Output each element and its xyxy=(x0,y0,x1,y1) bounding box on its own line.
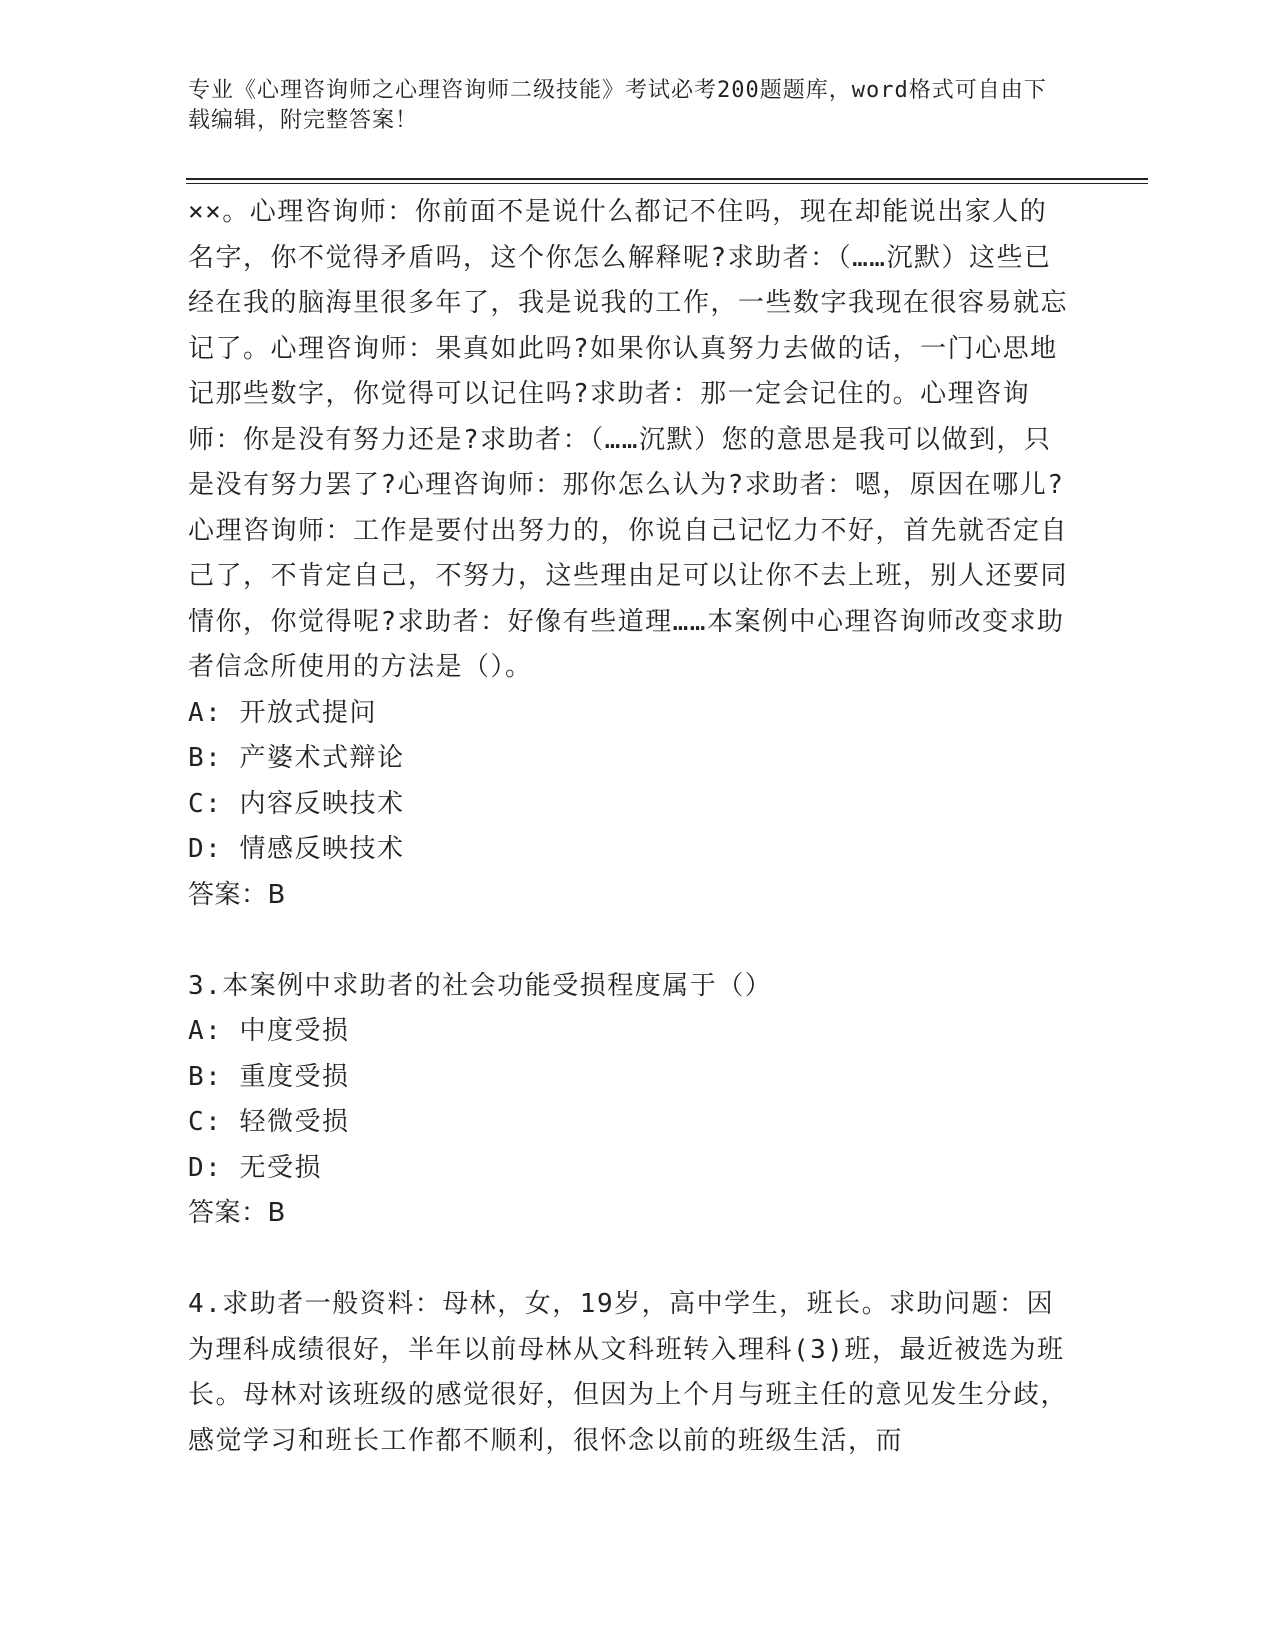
question-2-answer: 答案：B xyxy=(188,879,286,910)
header-rule-thick xyxy=(186,178,1148,180)
question-2-option-a: A: 开放式提问 xyxy=(188,697,377,728)
question-2-text: ××。心理咨询师：你前面不是说什么都记不住吗，现在却能说出家人的名字，你不觉得矛盾吗，这个你怎么解释呢?求助者：（……沉默）这些已经在我的脑海里很多年了，我是说我的工作，一些数字我现在很容易就忘记了。心理咨询师：果真如此吗?如果你认真努力去做的话，一门心思地记那些数字，你觉得可以记住吗?求助者：那一定会记住的。心理咨询师：你是没有努力还是?求助者：（……沉默）您的意思是我可以做到，只是没有努力罢了?心理咨询师：那你怎么认为?求助者：嗯，原因在哪儿?心理咨询师：工作是要付出努力的，你说自己记忆力不好，首先就否定自己了，不肯定自己，不努力，这些理由足可以让你不去上班，别人还要同情你，你觉得呢?求助者：好像有些道理……本案例中心理咨询师改变求助者信念所使用的方法是（）。 xyxy=(188,197,1069,682)
question-3 xyxy=(188,964,1068,1237)
question-2 xyxy=(188,190,1068,918)
document-header xyxy=(188,76,1068,136)
spacer xyxy=(188,918,1068,964)
question-3-option-c: C: 轻微受损 xyxy=(188,1107,350,1137)
question-3-answer: 答案：B xyxy=(188,1198,286,1228)
header-rule-thin xyxy=(186,183,1148,184)
question-3-option-d: D: 无受损 xyxy=(188,1152,322,1183)
question-2-option-c: C: 内容反映技术 xyxy=(188,788,405,819)
question-3-option-a: A: 中度受损 xyxy=(188,1016,350,1046)
question-3-text: 3.本案例中求助者的社会功能受损程度属于（） xyxy=(188,970,773,1001)
document-body xyxy=(188,190,1068,1464)
question-2-option-d: D: 情感反映技术 xyxy=(188,834,405,864)
question-4-text: 4.求助者一般资料：母林，女，19岁，高中学生，班长。求助问题：因为理科成绩很好，半年以前母林从文科班转入理科(3)班，最近被选为班长。母林对该班级的感觉很好，但因为上个月与班主任的意见发生分歧，感觉学习和班长工作都不顺利，很怀念以前的班级生活，而 xyxy=(188,1289,1069,1456)
question-2-option-b: B: 产婆术式辩论 xyxy=(188,743,405,773)
spacer xyxy=(188,1237,1068,1283)
question-4 xyxy=(188,1282,1068,1464)
question-3-option-b: B: 重度受损 xyxy=(188,1061,350,1092)
document-title: 专业《心理咨询师之心理咨询师二级技能》考试必考200题题库，word格式可自由下载编辑，附完整答案！ xyxy=(188,78,1047,133)
